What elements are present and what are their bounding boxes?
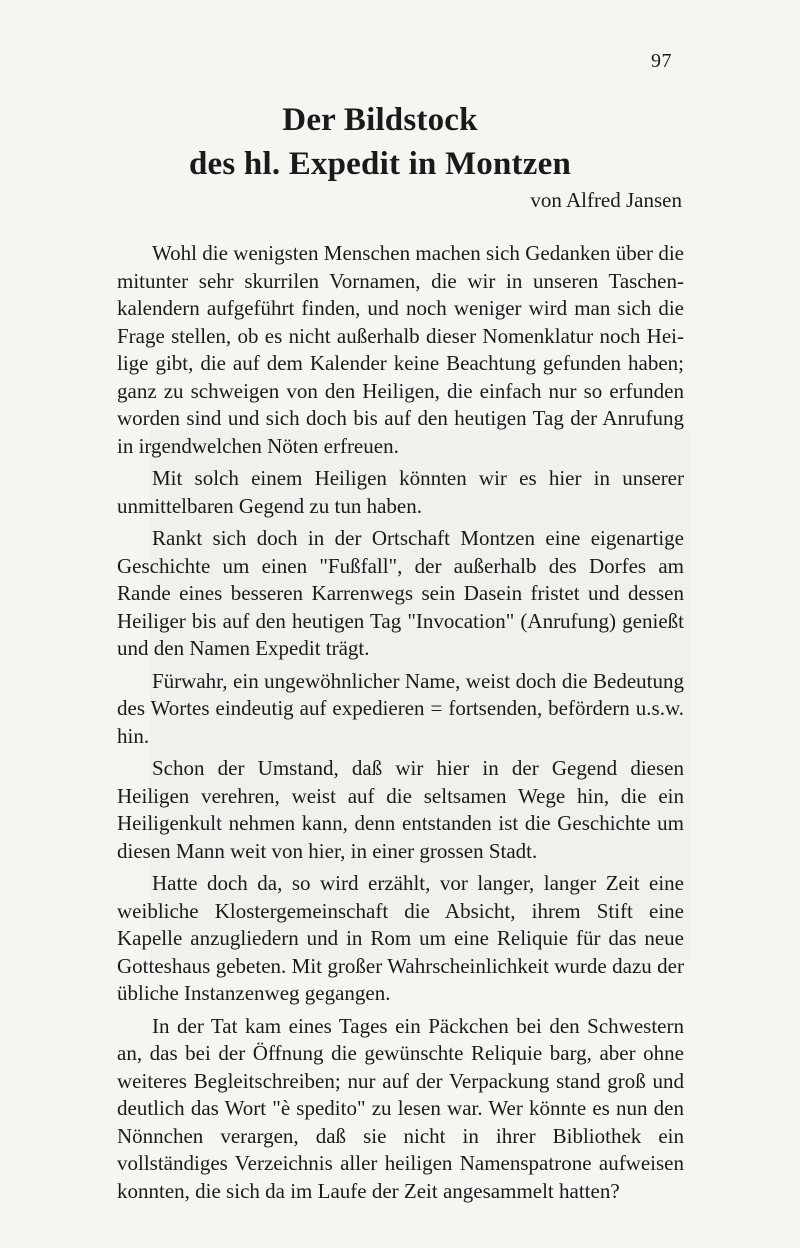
article-title	[0, 98, 800, 186]
paragraph: Rankt sich doch in der Ortschaft Montzen eine eigenartige Geschichte um einen "Fußfall", der außerhalb des Dorfes am Rande eines besseren Karrenwegs sein Dasein fristet und dessen Heiliger bis auf den heutigen Tag "Invocation" (Anrufung) genießt und den Namen Expedit trägt.	[117, 526, 684, 660]
paragraph: In der Tat kam eines Tages ein Päckchen bei den Schwestern an, das bei der Öffnung die gewünschte Reliquie barg, aber ohne weiteres Begleitschreiben; nur auf der Verpackung stand groß und deutlich das Wort "è spedito" zu lesen war. Wer könnte es nun den Nönnchen verargen, daß sie nicht in ihrer Bibliothek ein vollständiges Verzeichnis aller heiligen Namenspatrone aufweisen konnten, die sich da im Laufe der Zeit angesammelt hatten?	[117, 1013, 684, 1203]
title-line-1: Der Bildstock	[282, 102, 478, 138]
paragraph: Wohl die wenigsten Menschen machen sich Gedanken über die mitunter sehr skurrilen Vornamen, die wir in unseren Taschenkalendern aufgeführt finden, und noch weniger wird man sich die Frage stellen, ob es nicht außerhalb dieser Nomenklatur noch Heilige gibt, die auf dem Kalender keine Beachtung gefunden haben; ganz zu schweigen von den Heiligen, die einfach nur so erfunden worden sind und sich doch bis auf den heutigen Tag der Anrufung in irgendwelchen Nöten erfreuen.	[117, 241, 684, 458]
page-number: 97	[651, 50, 672, 72]
paragraph: Schon der Umstand, daß wir hier in der Gegend diesen Heiligen verehren, weist auf die seltsamen Wege hin, die ein Heiligenkult nehmen kann, denn entstanden ist die Geschichte um diesen Mann weit von hier, in einer grossen Stadt.	[117, 756, 684, 863]
paragraph: Hatte doch da, so wird erzählt, vor langer, langer Zeit eine weibliche Klostergemeinschaft die Absicht, ihrem Stift eine Kapelle anzugliedern und in Rom um eine Reliquie für das neue Gotteshaus gebeten. Mit großer Wahrscheinlichkeit wurde dazu der übliche Instanzenweg gegangen.	[117, 871, 684, 1005]
title-line-2: des hl. Expedit in Montzen	[189, 146, 571, 182]
article-body	[117, 240, 684, 1210]
author-byline: von Alfred Jansen	[530, 188, 682, 212]
paragraph: Fürwahr, ein ungewöhnlicher Name, weist doch die Bedeutung des Wortes eindeutig auf expedieren = fortsenden, befördern u.s.w. hin.	[117, 668, 684, 748]
paragraph: Mit solch einem Heiligen könnten wir es hier in unserer unmittelbaren Gegend zu tun haben.	[117, 466, 684, 518]
